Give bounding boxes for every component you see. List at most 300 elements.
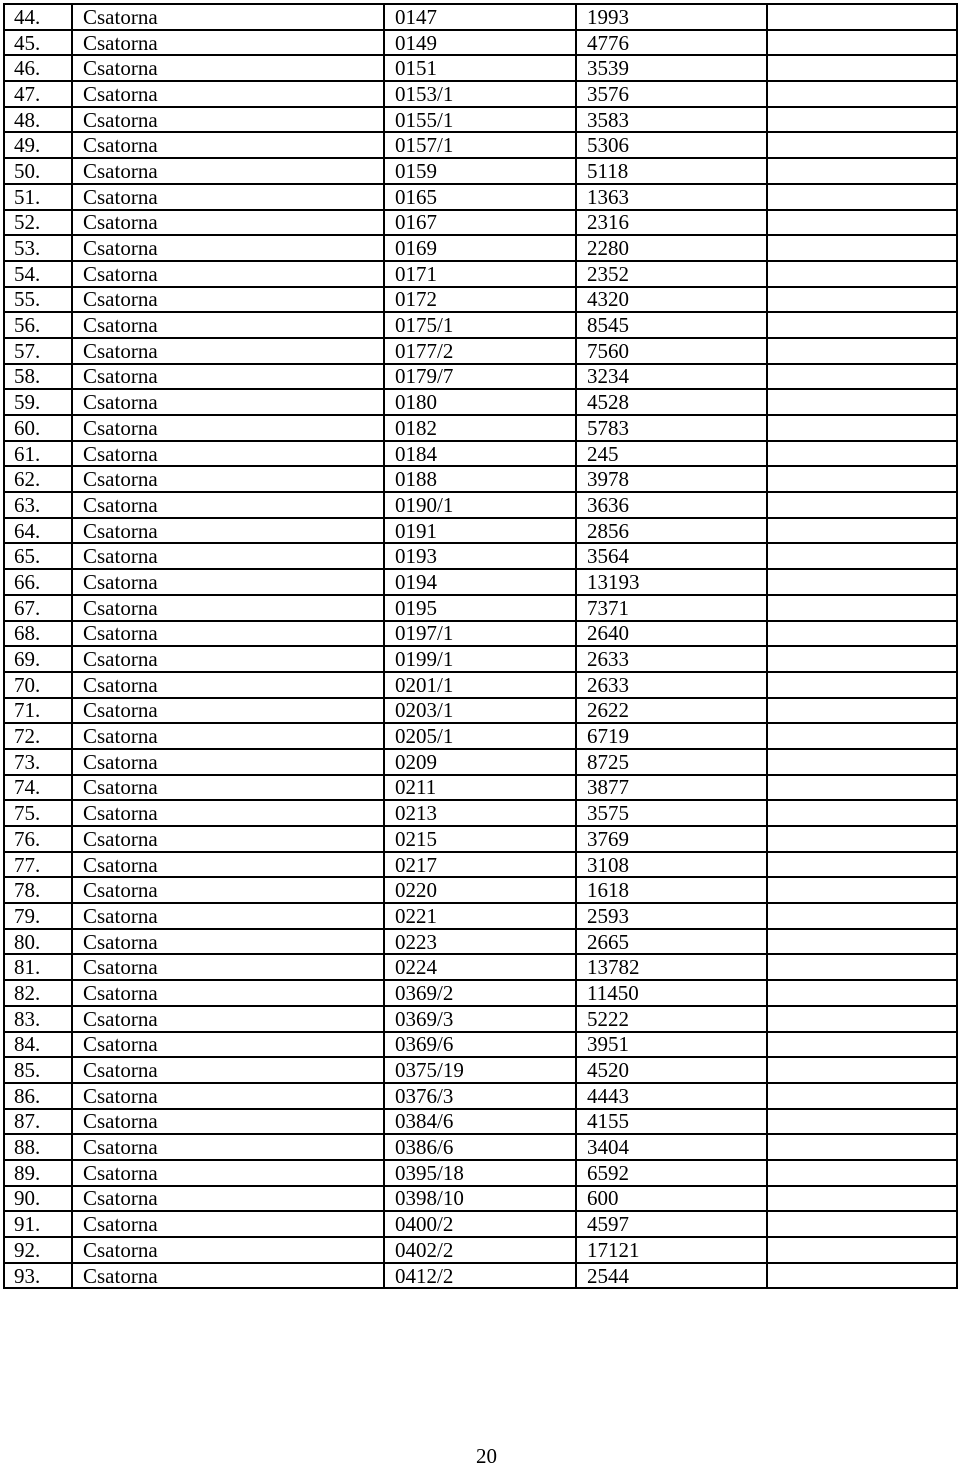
parcel-number-cell: 0209	[384, 749, 576, 775]
type-cell: Csatorna	[72, 415, 384, 441]
type-cell: Csatorna	[72, 210, 384, 236]
table-row	[4, 492, 957, 518]
row-number-cell: 75.	[4, 800, 72, 826]
table-row	[4, 723, 957, 749]
row-number-cell: 61.	[4, 441, 72, 467]
row-number-cell: 65.	[4, 543, 72, 569]
value-cell: 4520	[576, 1057, 767, 1083]
note-cell	[767, 261, 957, 287]
row-number-cell: 54.	[4, 261, 72, 287]
parcel-number-cell: 0149	[384, 30, 576, 56]
table-row	[4, 903, 957, 929]
table-row	[4, 852, 957, 878]
type-cell: Csatorna	[72, 723, 384, 749]
note-cell	[767, 184, 957, 210]
note-cell	[767, 55, 957, 81]
value-cell: 5306	[576, 132, 767, 158]
table-row	[4, 1057, 957, 1083]
note-cell	[767, 980, 957, 1006]
note-cell	[767, 543, 957, 569]
value-cell: 17121	[576, 1237, 767, 1263]
data-table	[3, 3, 958, 1289]
row-number-cell: 85.	[4, 1057, 72, 1083]
type-cell: Csatorna	[72, 775, 384, 801]
parcel-number-cell: 0199/1	[384, 646, 576, 672]
table-row	[4, 646, 957, 672]
value-cell: 2665	[576, 929, 767, 955]
row-number-cell: 70.	[4, 672, 72, 698]
row-number-cell: 60.	[4, 415, 72, 441]
type-cell: Csatorna	[72, 672, 384, 698]
value-cell: 1618	[576, 877, 767, 903]
note-cell	[767, 107, 957, 133]
parcel-number-cell: 0217	[384, 852, 576, 878]
value-cell: 3539	[576, 55, 767, 81]
row-number-cell: 68.	[4, 621, 72, 647]
type-cell: Csatorna	[72, 1006, 384, 1032]
table-row	[4, 775, 957, 801]
table-row	[4, 81, 957, 107]
table-row	[4, 235, 957, 261]
table-row	[4, 364, 957, 390]
parcel-number-cell: 0195	[384, 595, 576, 621]
row-number-cell: 53.	[4, 235, 72, 261]
table-row	[4, 55, 957, 81]
value-cell: 2856	[576, 518, 767, 544]
note-cell	[767, 698, 957, 724]
page-number: 20	[476, 1444, 497, 1468]
table-row	[4, 980, 957, 1006]
value-cell: 1993	[576, 4, 767, 30]
row-number-cell: 78.	[4, 877, 72, 903]
table-row	[4, 312, 957, 338]
note-cell	[767, 775, 957, 801]
type-cell: Csatorna	[72, 1237, 384, 1263]
table-row	[4, 621, 957, 647]
value-cell: 2633	[576, 672, 767, 698]
value-cell: 5783	[576, 415, 767, 441]
type-cell: Csatorna	[72, 338, 384, 364]
note-cell	[767, 595, 957, 621]
note-cell	[767, 1237, 957, 1263]
parcel-number-cell: 0386/6	[384, 1134, 576, 1160]
table-row	[4, 826, 957, 852]
row-number-cell: 93.	[4, 1263, 72, 1289]
note-cell	[767, 954, 957, 980]
type-cell: Csatorna	[72, 1109, 384, 1135]
parcel-number-cell: 0400/2	[384, 1211, 576, 1237]
row-number-cell: 50.	[4, 158, 72, 184]
value-cell: 1363	[576, 184, 767, 210]
row-number-cell: 45.	[4, 30, 72, 56]
parcel-number-cell: 0175/1	[384, 312, 576, 338]
parcel-number-cell: 0223	[384, 929, 576, 955]
note-cell	[767, 287, 957, 313]
type-cell: Csatorna	[72, 569, 384, 595]
parcel-number-cell: 0180	[384, 389, 576, 415]
row-number-cell: 57.	[4, 338, 72, 364]
value-cell: 600	[576, 1186, 767, 1212]
row-number-cell: 44.	[4, 4, 72, 30]
value-cell: 3636	[576, 492, 767, 518]
parcel-number-cell: 0369/6	[384, 1032, 576, 1058]
parcel-number-cell: 0402/2	[384, 1237, 576, 1263]
table-row	[4, 1134, 957, 1160]
type-cell: Csatorna	[72, 492, 384, 518]
parcel-number-cell: 0194	[384, 569, 576, 595]
value-cell: 2280	[576, 235, 767, 261]
parcel-number-cell: 0179/7	[384, 364, 576, 390]
type-cell: Csatorna	[72, 1134, 384, 1160]
value-cell: 2316	[576, 210, 767, 236]
type-cell: Csatorna	[72, 826, 384, 852]
value-cell: 5118	[576, 158, 767, 184]
note-cell	[767, 1006, 957, 1032]
type-cell: Csatorna	[72, 646, 384, 672]
parcel-number-cell: 0159	[384, 158, 576, 184]
value-cell: 4443	[576, 1083, 767, 1109]
note-cell	[767, 492, 957, 518]
parcel-number-cell: 0177/2	[384, 338, 576, 364]
row-number-cell: 46.	[4, 55, 72, 81]
parcel-number-cell: 0190/1	[384, 492, 576, 518]
note-cell	[767, 621, 957, 647]
value-cell: 245	[576, 441, 767, 467]
note-cell	[767, 466, 957, 492]
value-cell: 3108	[576, 852, 767, 878]
type-cell: Csatorna	[72, 1160, 384, 1186]
note-cell	[767, 132, 957, 158]
row-number-cell: 90.	[4, 1186, 72, 1212]
row-number-cell: 77.	[4, 852, 72, 878]
parcel-number-cell: 0193	[384, 543, 576, 569]
table-row	[4, 1109, 957, 1135]
note-cell	[767, 723, 957, 749]
row-number-cell: 49.	[4, 132, 72, 158]
parcel-number-cell: 0221	[384, 903, 576, 929]
table-row	[4, 749, 957, 775]
type-cell: Csatorna	[72, 184, 384, 210]
parcel-number-cell: 0165	[384, 184, 576, 210]
type-cell: Csatorna	[72, 543, 384, 569]
value-cell: 2640	[576, 621, 767, 647]
parcel-number-cell: 0205/1	[384, 723, 576, 749]
note-cell	[767, 364, 957, 390]
note-cell	[767, 415, 957, 441]
table-row	[4, 929, 957, 955]
note-cell	[767, 826, 957, 852]
parcel-number-cell: 0147	[384, 4, 576, 30]
table-row	[4, 1006, 957, 1032]
value-cell: 7560	[576, 338, 767, 364]
parcel-number-cell: 0153/1	[384, 81, 576, 107]
row-number-cell: 66.	[4, 569, 72, 595]
table-row	[4, 261, 957, 287]
table-row	[4, 184, 957, 210]
type-cell: Csatorna	[72, 107, 384, 133]
parcel-number-cell: 0376/3	[384, 1083, 576, 1109]
parcel-number-cell: 0395/18	[384, 1160, 576, 1186]
value-cell: 3769	[576, 826, 767, 852]
value-cell: 2633	[576, 646, 767, 672]
row-number-cell: 76.	[4, 826, 72, 852]
row-number-cell: 73.	[4, 749, 72, 775]
parcel-number-cell: 0369/2	[384, 980, 576, 1006]
type-cell: Csatorna	[72, 364, 384, 390]
table-row	[4, 107, 957, 133]
row-number-cell: 86.	[4, 1083, 72, 1109]
value-cell: 5222	[576, 1006, 767, 1032]
parcel-number-cell: 0167	[384, 210, 576, 236]
type-cell: Csatorna	[72, 4, 384, 30]
table-row	[4, 569, 957, 595]
row-number-cell: 74.	[4, 775, 72, 801]
value-cell: 2593	[576, 903, 767, 929]
parcel-number-cell: 0171	[384, 261, 576, 287]
row-number-cell: 91.	[4, 1211, 72, 1237]
value-cell: 11450	[576, 980, 767, 1006]
parcel-number-cell: 0182	[384, 415, 576, 441]
type-cell: Csatorna	[72, 287, 384, 313]
type-cell: Csatorna	[72, 261, 384, 287]
value-cell: 2544	[576, 1263, 767, 1289]
type-cell: Csatorna	[72, 749, 384, 775]
note-cell	[767, 210, 957, 236]
table-row	[4, 800, 957, 826]
parcel-number-cell: 0398/10	[384, 1186, 576, 1212]
type-cell: Csatorna	[72, 158, 384, 184]
row-number-cell: 82.	[4, 980, 72, 1006]
parcel-number-cell: 0169	[384, 235, 576, 261]
table-row	[4, 1186, 957, 1212]
row-number-cell: 63.	[4, 492, 72, 518]
table-row	[4, 595, 957, 621]
table-row	[4, 1032, 957, 1058]
parcel-number-cell: 0220	[384, 877, 576, 903]
type-cell: Csatorna	[72, 235, 384, 261]
table-row	[4, 4, 957, 30]
note-cell	[767, 4, 957, 30]
row-number-cell: 52.	[4, 210, 72, 236]
note-cell	[767, 518, 957, 544]
note-cell	[767, 852, 957, 878]
type-cell: Csatorna	[72, 1263, 384, 1289]
value-cell: 3951	[576, 1032, 767, 1058]
parcel-number-cell: 0188	[384, 466, 576, 492]
type-cell: Csatorna	[72, 1186, 384, 1212]
value-cell: 2352	[576, 261, 767, 287]
table-row	[4, 518, 957, 544]
type-cell: Csatorna	[72, 903, 384, 929]
row-number-cell: 83.	[4, 1006, 72, 1032]
table-row	[4, 877, 957, 903]
row-number-cell: 84.	[4, 1032, 72, 1058]
row-number-cell: 88.	[4, 1134, 72, 1160]
parcel-number-cell: 0384/6	[384, 1109, 576, 1135]
parcel-number-cell: 0197/1	[384, 621, 576, 647]
value-cell: 8545	[576, 312, 767, 338]
note-cell	[767, 800, 957, 826]
note-cell	[767, 646, 957, 672]
parcel-number-cell: 0155/1	[384, 107, 576, 133]
parcel-number-cell: 0201/1	[384, 672, 576, 698]
parcel-number-cell: 0215	[384, 826, 576, 852]
value-cell: 13193	[576, 569, 767, 595]
row-number-cell: 47.	[4, 81, 72, 107]
row-number-cell: 87.	[4, 1109, 72, 1135]
table-row	[4, 389, 957, 415]
type-cell: Csatorna	[72, 81, 384, 107]
row-number-cell: 80.	[4, 929, 72, 955]
note-cell	[767, 312, 957, 338]
value-cell: 3877	[576, 775, 767, 801]
note-cell	[767, 81, 957, 107]
note-cell	[767, 235, 957, 261]
value-cell: 6719	[576, 723, 767, 749]
table-row	[4, 441, 957, 467]
type-cell: Csatorna	[72, 852, 384, 878]
type-cell: Csatorna	[72, 800, 384, 826]
value-cell: 3564	[576, 543, 767, 569]
row-number-cell: 55.	[4, 287, 72, 313]
value-cell: 6592	[576, 1160, 767, 1186]
type-cell: Csatorna	[72, 312, 384, 338]
parcel-number-cell: 0151	[384, 55, 576, 81]
note-cell	[767, 338, 957, 364]
type-cell: Csatorna	[72, 698, 384, 724]
table-row	[4, 415, 957, 441]
type-cell: Csatorna	[72, 929, 384, 955]
note-cell	[767, 903, 957, 929]
table-row	[4, 466, 957, 492]
value-cell: 4597	[576, 1211, 767, 1237]
type-cell: Csatorna	[72, 30, 384, 56]
row-number-cell: 64.	[4, 518, 72, 544]
type-cell: Csatorna	[72, 980, 384, 1006]
type-cell: Csatorna	[72, 441, 384, 467]
note-cell	[767, 1032, 957, 1058]
table-row	[4, 30, 957, 56]
type-cell: Csatorna	[72, 954, 384, 980]
row-number-cell: 48.	[4, 107, 72, 133]
table-row	[4, 1211, 957, 1237]
type-cell: Csatorna	[72, 621, 384, 647]
value-cell: 3978	[576, 466, 767, 492]
note-cell	[767, 441, 957, 467]
note-cell	[767, 1211, 957, 1237]
table-body	[4, 4, 957, 1288]
note-cell	[767, 389, 957, 415]
parcel-number-cell: 0375/19	[384, 1057, 576, 1083]
row-number-cell: 71.	[4, 698, 72, 724]
row-number-cell: 92.	[4, 1237, 72, 1263]
type-cell: Csatorna	[72, 518, 384, 544]
table-row	[4, 1160, 957, 1186]
table-row	[4, 1237, 957, 1263]
type-cell: Csatorna	[72, 1211, 384, 1237]
row-number-cell: 62.	[4, 466, 72, 492]
value-cell: 8725	[576, 749, 767, 775]
parcel-number-cell: 0184	[384, 441, 576, 467]
parcel-number-cell: 0213	[384, 800, 576, 826]
type-cell: Csatorna	[72, 55, 384, 81]
note-cell	[767, 30, 957, 56]
type-cell: Csatorna	[72, 1083, 384, 1109]
type-cell: Csatorna	[72, 595, 384, 621]
row-number-cell: 51.	[4, 184, 72, 210]
note-cell	[767, 929, 957, 955]
parcel-number-cell: 0412/2	[384, 1263, 576, 1289]
table-row	[4, 698, 957, 724]
parcel-number-cell: 0211	[384, 775, 576, 801]
table-row	[4, 954, 957, 980]
table-row	[4, 672, 957, 698]
row-number-cell: 69.	[4, 646, 72, 672]
value-cell: 3576	[576, 81, 767, 107]
value-cell: 4528	[576, 389, 767, 415]
value-cell: 7371	[576, 595, 767, 621]
parcel-number-cell: 0369/3	[384, 1006, 576, 1032]
row-number-cell: 72.	[4, 723, 72, 749]
type-cell: Csatorna	[72, 132, 384, 158]
note-cell	[767, 1263, 957, 1289]
type-cell: Csatorna	[72, 1057, 384, 1083]
type-cell: Csatorna	[72, 1032, 384, 1058]
table-row	[4, 338, 957, 364]
row-number-cell: 79.	[4, 903, 72, 929]
value-cell: 4155	[576, 1109, 767, 1135]
note-cell	[767, 1134, 957, 1160]
table-row	[4, 287, 957, 313]
row-number-cell: 81.	[4, 954, 72, 980]
parcel-number-cell: 0172	[384, 287, 576, 313]
note-cell	[767, 1057, 957, 1083]
note-cell	[767, 672, 957, 698]
value-cell: 4320	[576, 287, 767, 313]
type-cell: Csatorna	[72, 877, 384, 903]
parcel-number-cell: 0157/1	[384, 132, 576, 158]
table-row	[4, 1083, 957, 1109]
row-number-cell: 67.	[4, 595, 72, 621]
table-row	[4, 543, 957, 569]
table-row	[4, 1263, 957, 1289]
row-number-cell: 58.	[4, 364, 72, 390]
row-number-cell: 59.	[4, 389, 72, 415]
value-cell: 3404	[576, 1134, 767, 1160]
table-row	[4, 158, 957, 184]
parcel-number-cell: 0224	[384, 954, 576, 980]
note-cell	[767, 1109, 957, 1135]
table-row	[4, 210, 957, 236]
type-cell: Csatorna	[72, 389, 384, 415]
note-cell	[767, 569, 957, 595]
note-cell	[767, 1186, 957, 1212]
table-row	[4, 132, 957, 158]
note-cell	[767, 1160, 957, 1186]
value-cell: 3234	[576, 364, 767, 390]
note-cell	[767, 749, 957, 775]
row-number-cell: 56.	[4, 312, 72, 338]
parcel-number-cell: 0191	[384, 518, 576, 544]
parcel-number-cell: 0203/1	[384, 698, 576, 724]
note-cell	[767, 877, 957, 903]
value-cell: 3583	[576, 107, 767, 133]
note-cell	[767, 1083, 957, 1109]
row-number-cell: 89.	[4, 1160, 72, 1186]
value-cell: 4776	[576, 30, 767, 56]
value-cell: 3575	[576, 800, 767, 826]
value-cell: 13782	[576, 954, 767, 980]
